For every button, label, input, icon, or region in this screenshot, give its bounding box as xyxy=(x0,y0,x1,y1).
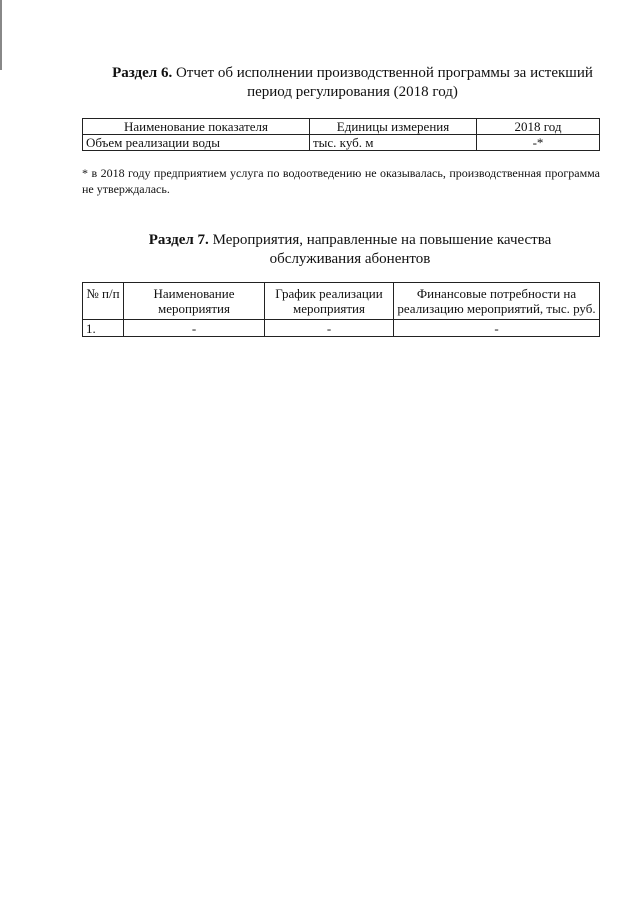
column-header: График реализации мероприятия xyxy=(265,283,394,320)
table-cell: -* xyxy=(477,135,600,151)
table-cell: 1. xyxy=(83,320,124,337)
table-cell: тыс. куб. м xyxy=(310,135,477,151)
section7-title-line2: обслуживания абонентов xyxy=(269,251,431,267)
column-header: № п/п xyxy=(83,283,124,320)
section7-label: Раздел 7. xyxy=(148,232,209,248)
section6-label: Раздел 6. xyxy=(112,65,173,81)
section6-title-line1: Отчет об исполнении производственной программы за истекший xyxy=(175,65,593,81)
section6-footnote: * в 2018 году предприятием услуга по водоотведению не оказывалась, производственная программа не утверждалась. xyxy=(82,166,600,196)
section7-title-line1: Мероприятия, направленные на повышение качества xyxy=(212,232,552,248)
table-cell: - xyxy=(265,320,394,337)
table-row xyxy=(83,320,600,337)
column-header: Финансовые потребности на реализацию мероприятий, тыс. руб. xyxy=(394,283,600,320)
section7-heading xyxy=(30,231,640,269)
table-cell: - xyxy=(394,320,600,337)
table-cell: - xyxy=(124,320,265,337)
section6-table xyxy=(82,118,600,151)
section7-table xyxy=(82,282,600,337)
column-header: Единицы измерения xyxy=(310,119,477,135)
table-header-row xyxy=(83,119,600,135)
table-row xyxy=(83,135,600,151)
table-header-row xyxy=(83,283,600,320)
column-header: 2018 год xyxy=(477,119,600,135)
margin-scan-mark xyxy=(0,0,2,70)
column-header: Наименование показателя xyxy=(83,119,310,135)
table-cell: Объем реализации воды xyxy=(83,135,310,151)
column-header: Наименование мероприятия xyxy=(124,283,265,320)
section6-heading xyxy=(60,64,640,102)
section6-title-line2: период регулирования (2018 год) xyxy=(247,84,458,100)
